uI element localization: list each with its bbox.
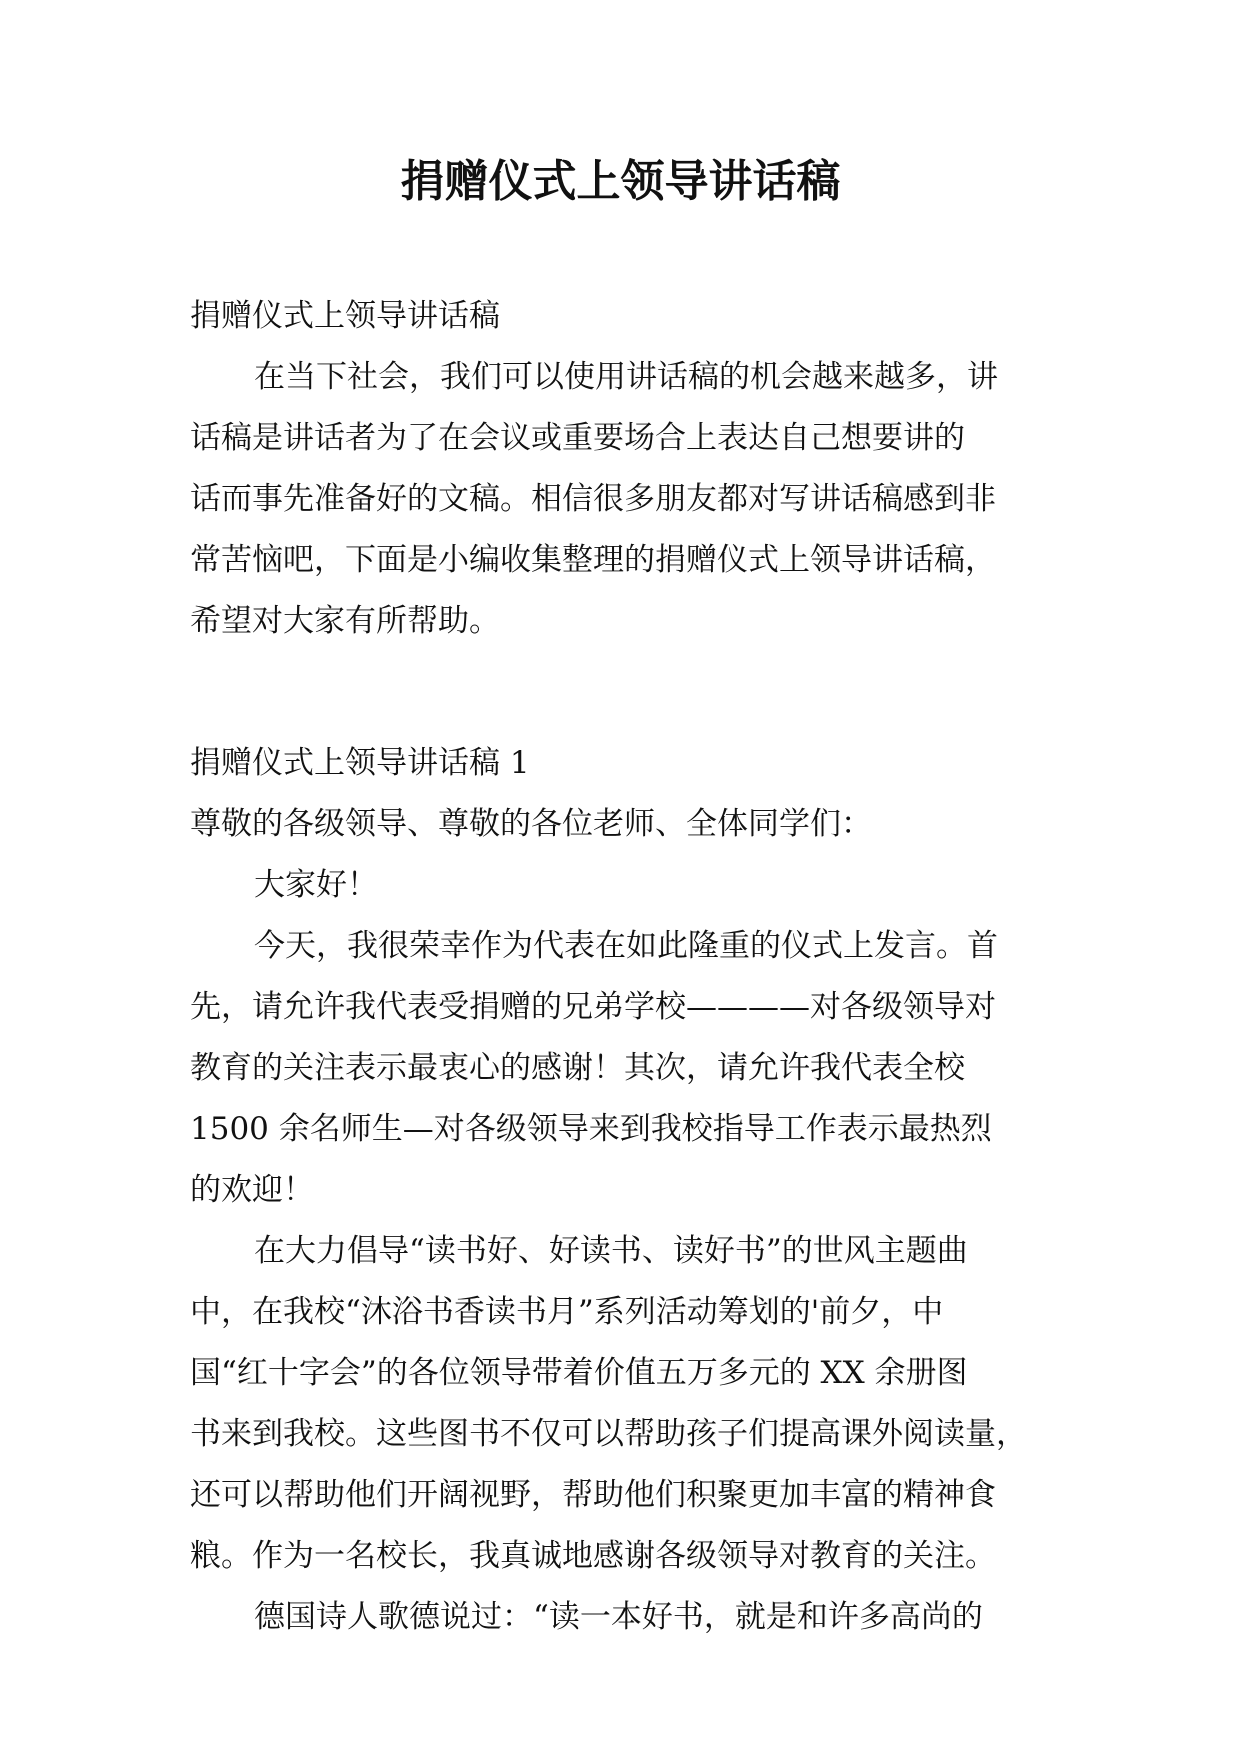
intro-line: 话而事先准备好的文稿。相信很多朋友都对写讲话稿感到非 (190, 481, 996, 517)
intro-line: 在当下社会，我们可以使用讲话稿的机会越来越多，讲 (254, 359, 998, 395)
paragraph-line: 1500 余名师生—对各级领导来到我校指导工作表示最热烈 (190, 1111, 992, 1147)
intro-line: 常苦恼吧，下面是小编收集整理的捐赠仪式上领导讲话稿， (190, 542, 996, 578)
salutation: 尊敬的各级领导、尊敬的各位老师、全体同学们： (190, 806, 872, 842)
paragraph-line: 在大力倡导“读书好、好读书、读好书”的世风主题曲 (254, 1233, 968, 1269)
paragraph-2 (190, 1221, 1070, 1587)
greeting: 大家好！ (254, 867, 378, 903)
section-heading: 捐赠仪式上领导讲话稿 1 (190, 745, 530, 781)
paragraph-line: 德国诗人歌德说过：“读一本好书，就是和许多高尚的 (254, 1599, 983, 1635)
paragraph-line: 教育的关注表示最衷心的感谢！其次，请允许我代表全校 (190, 1050, 965, 1086)
intro-line: 话稿是讲话者为了在会议或重要场合上表达自己想要讲的 (190, 420, 965, 456)
document-title: 捐赠仪式上领导讲话稿 (400, 156, 841, 207)
intro-line: 希望对大家有所帮助。 (190, 603, 500, 639)
document-subtitle: 捐赠仪式上领导讲话稿 (190, 298, 500, 334)
paragraph-line: 粮。作为一名校长，我真诚地感谢各级领导对教育的关注。 (190, 1538, 996, 1574)
paragraph-line: 今天，我很荣幸作为代表在如此隆重的仪式上发言。首 (254, 928, 998, 964)
intro-paragraph (190, 347, 1070, 652)
paragraph-line: 书来到我校。这些图书不仅可以帮助孩子们提高课外阅读量， (190, 1416, 1027, 1452)
paragraph-line: 国“红十字会”的各位领导带着价值五万多元的 XX 余册图 (190, 1355, 968, 1391)
document-body (190, 286, 1070, 1648)
paragraph-1 (190, 916, 1070, 1221)
paragraph-line: 先，请允许我代表受捐赠的兄弟学校————对各级领导对 (190, 989, 996, 1025)
paragraph-line: 还可以帮助他们开阔视野，帮助他们积聚更加丰富的精神食 (190, 1477, 996, 1513)
paragraph-line: 中，在我校“沐浴书香读书月”系列活动筹划的'前夕，中 (190, 1294, 944, 1330)
paragraph-line: 的欢迎！ (190, 1172, 314, 1208)
section-spacer (190, 652, 1070, 733)
paragraph-3 (190, 1587, 1070, 1648)
